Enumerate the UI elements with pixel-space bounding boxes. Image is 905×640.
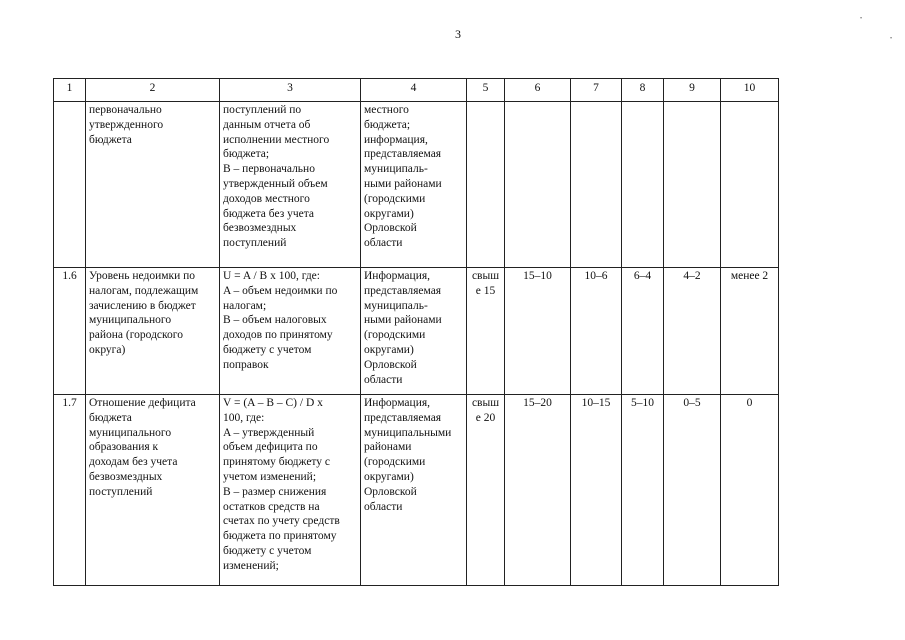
- cell-line: 100, где:: [223, 411, 265, 424]
- cell-line: (городскими: [364, 456, 426, 469]
- cell-line: бюджета: [89, 133, 132, 146]
- cell-line: бюджета;: [364, 118, 411, 131]
- cell-line: Информация,: [364, 397, 431, 409]
- cell-line: A – объем недоимки по: [223, 284, 338, 297]
- header-cell: 2: [86, 79, 220, 102]
- header-cell: 9: [664, 79, 721, 102]
- cell-line: района (городского: [89, 329, 183, 342]
- header-cell: 4: [361, 79, 467, 102]
- cell-line: представляемая: [364, 411, 442, 424]
- cell-line: Уровень недоимки по: [89, 270, 196, 282]
- cell-line: округами): [364, 470, 414, 483]
- indicators-table: [53, 78, 779, 586]
- cell-line: представляемая: [364, 148, 442, 161]
- range-cell-9: 0–5: [664, 395, 721, 586]
- cell-line: поступлений: [89, 485, 153, 498]
- range-cell-6: 15–20: [505, 395, 571, 586]
- cell-line: объем дефицита по: [223, 441, 318, 454]
- cell-line: округа): [89, 343, 126, 356]
- cell-line: безвозмездных: [223, 222, 297, 235]
- header-cell: 1: [54, 79, 86, 102]
- cell-line: поступлений по: [223, 104, 302, 116]
- range-cell-7: 10–6: [571, 268, 622, 395]
- indicator-name-cell: [86, 268, 220, 395]
- cell-line: учетом изменений;: [223, 470, 317, 483]
- indicator-name-cell: [86, 395, 220, 586]
- cell-line: доходов по принятому: [223, 329, 333, 342]
- cell-line: бюджета без учета: [223, 207, 315, 220]
- cell-line: муниципаль-: [364, 163, 428, 176]
- cell-line: B – размер снижения: [223, 485, 327, 498]
- header-cell: 6: [505, 79, 571, 102]
- indicator-name-cell: [86, 102, 220, 268]
- cell-line: принятому бюджету с: [223, 456, 331, 469]
- cell-line: е 20: [475, 411, 496, 424]
- cell-line: утвержденного: [89, 118, 164, 131]
- cell-line: бюджету с учетом: [223, 544, 312, 557]
- range-cell-10: [721, 102, 779, 268]
- cell-line: бюджета: [89, 411, 132, 424]
- cell-line: Орловской: [364, 358, 417, 371]
- header-cell: 3: [220, 79, 361, 102]
- formula-cell: [220, 268, 361, 395]
- cell-line: данным отчета об: [223, 118, 311, 131]
- range-cell-9: 4–2: [664, 268, 721, 395]
- cell-line: Орловской: [364, 485, 417, 498]
- source-cell: [361, 395, 467, 586]
- page-number: 3: [455, 27, 461, 41]
- cell-line: безвозмездных: [89, 470, 163, 483]
- cell-line: муниципального: [89, 314, 172, 327]
- cell-line: муниципальными: [364, 426, 452, 439]
- range-cell-8: 6–4: [622, 268, 664, 395]
- header-cell: 7: [571, 79, 622, 102]
- cell-line: (городскими: [364, 192, 426, 205]
- range-cell-7: [571, 102, 622, 268]
- cell-line: Информация,: [364, 270, 431, 282]
- cell-line: е 15: [475, 284, 496, 297]
- scan-speck: •: [890, 36, 893, 42]
- range-cell-5: [467, 268, 505, 395]
- cell-line: налогам, подлежащим: [89, 284, 199, 297]
- cell-line: счетах по учету средств: [223, 515, 340, 528]
- range-cell-7: 10–15: [571, 395, 622, 586]
- cell-line: изменений;: [223, 559, 279, 572]
- table-row: [54, 268, 779, 395]
- source-cell: [361, 102, 467, 268]
- cell-line: свыш: [471, 397, 500, 409]
- cell-line: бюджету с учетом: [223, 343, 312, 356]
- header-cell: 8: [622, 79, 664, 102]
- row-number-cell: 1.6: [54, 268, 86, 395]
- cell-line: A – утвержденный: [223, 426, 315, 439]
- cell-line: первоначально: [89, 104, 162, 116]
- cell-line: (городскими: [364, 329, 426, 342]
- range-cell-8: 5–10: [622, 395, 664, 586]
- cell-line: свыш: [471, 270, 500, 282]
- cell-line: муниципального: [89, 426, 172, 439]
- range-cell-9: [664, 102, 721, 268]
- cell-line: U = A / B x 100, где:: [223, 270, 320, 282]
- cell-line: области: [364, 237, 403, 250]
- formula-cell: [220, 395, 361, 586]
- cell-line: исполнении местного: [223, 133, 330, 146]
- cell-line: области: [364, 500, 403, 513]
- range-cell-5: [467, 102, 505, 268]
- cell-line: утвержденный объем: [223, 177, 328, 190]
- cell-line: доходов местного: [223, 192, 310, 205]
- cell-line: поступлений: [223, 237, 287, 250]
- range-cell-5: [467, 395, 505, 586]
- cell-line: информация,: [364, 133, 428, 146]
- cell-line: районами: [364, 441, 412, 454]
- scan-speck: •: [860, 16, 863, 22]
- range-cell-8: [622, 102, 664, 268]
- cell-line: округами): [364, 343, 414, 356]
- range-cell-10: 0: [721, 395, 779, 586]
- cell-line: поправок: [223, 358, 269, 371]
- range-cell-6: 15–10: [505, 268, 571, 395]
- header-cell: 5: [467, 79, 505, 102]
- cell-line: Отношение дефицита: [89, 397, 196, 409]
- header-row: [54, 79, 779, 102]
- cell-line: бюджета по принятому: [223, 530, 337, 543]
- cell-line: Орловской: [364, 222, 417, 235]
- cell-line: B – объем налоговых: [223, 314, 327, 327]
- cell-line: образования к: [89, 441, 159, 454]
- cell-line: муниципаль-: [364, 299, 428, 312]
- cell-line: зачислению в бюджет: [89, 299, 196, 312]
- cell-line: остатков средств на: [223, 500, 320, 513]
- row-number-cell: 1.7: [54, 395, 86, 586]
- cell-line: местного: [364, 104, 409, 116]
- cell-line: области: [364, 373, 403, 386]
- row-number-cell: [54, 102, 86, 268]
- cell-line: бюджета;: [223, 148, 270, 161]
- source-cell: [361, 268, 467, 395]
- cell-line: округами): [364, 207, 414, 220]
- formula-cell: [220, 102, 361, 268]
- header-cell: 10: [721, 79, 779, 102]
- cell-line: представляемая: [364, 284, 442, 297]
- cell-line: В – первоначально: [223, 163, 315, 176]
- table-row: [54, 395, 779, 586]
- cell-line: ными районами: [364, 177, 442, 190]
- cell-line: ными районами: [364, 314, 442, 327]
- table-row: [54, 102, 779, 268]
- cell-line: доходам без учета: [89, 456, 178, 469]
- cell-line: налогам;: [223, 299, 267, 312]
- range-cell-10: менее 2: [721, 268, 779, 395]
- range-cell-6: [505, 102, 571, 268]
- cell-line: V = (A – B – C) / D x: [223, 397, 323, 409]
